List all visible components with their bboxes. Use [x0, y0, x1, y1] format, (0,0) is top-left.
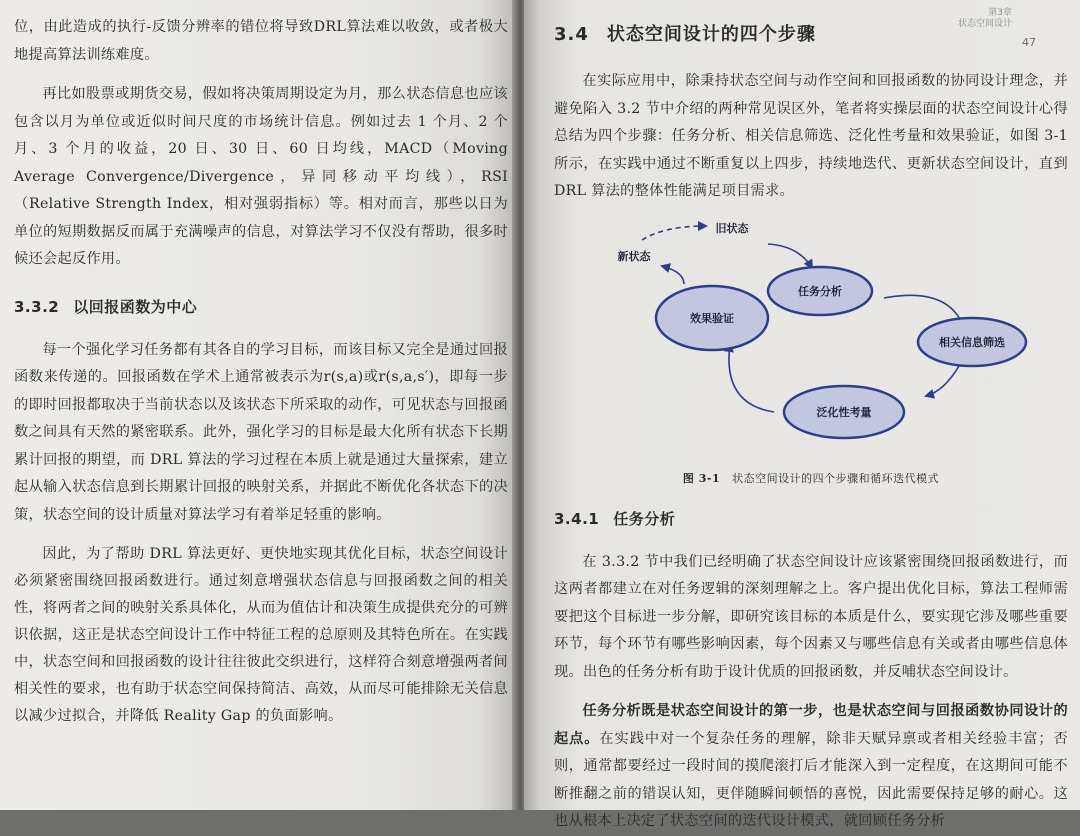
section-title: 状态空间设计的四个步骤 — [606, 24, 816, 45]
paragraph-design-principle: 因此，为了帮助 DRL 算法更好、更快地实现其优化目标，状态空间设计必须紧密围绕回报函数进行。通过刻意增强状态信息与回报函数之间的相关性，将两者之间的映射关系具体化，从而为值估计和决策生成提供充分的可辨识依据，这正是状态空间设计工作中特征工程的总原则及其特色所在。在实践中，状态空间和回报函数的设计往往彼此交织进行，这样符合刻意增强两者间相关性的要求，也有助于状态空间保持简洁、高效，从而尽可能排除无关信息以减少过拟合，并降低 Reality Gap 的负面影响。 — [14, 546, 508, 724]
section-number: 3.3.2 — [14, 297, 60, 316]
node-info-filter-label: 相关信息筛选 — [939, 335, 1005, 349]
figure-3-1 — [554, 216, 1068, 468]
arrow-old-to-task — [768, 244, 812, 268]
arrow-filter-to-general — [926, 366, 959, 396]
old-state-label: 旧状态 — [715, 221, 749, 235]
page-number: 47 — [1022, 36, 1036, 49]
paragraph-trading-example: 再比如股票或期货交易，假如将决策周期设定为月，那么状态信息也应该包含以月为单位或近似时间尺度的市场统计信息。例如过去 1 个月、2 个月、3 个月的收益，20 日、30 日、60 日均线，MACD（Moving Average Convergence/Divergence，异同移动平均线），RSI（Relative Strength Index，相对强弱指标）等。相对而言，那些以日为单位的短期数据反而属于充满噪声的信息，对算法学习不仅没有帮助，很多时候还会起反作用。 — [14, 86, 508, 267]
paragraph-continued: 位，由此造成的执行-反馈分辨率的错位将导致DRL算法难以收敛，或者极大地提高算法训练难度。 — [14, 19, 508, 63]
emphasis-first-step: 任务分析既是状态空间设计的第一步，也是状态空间与回报函数协同设计的起点。 — [554, 703, 1068, 747]
section-number: 3.4 — [554, 24, 589, 45]
paragraph-first-step — [554, 698, 1068, 836]
paragraph-first-step-rest: 在实践中对一个复杂任务的理解，除非天赋异禀或者相关经验丰富；否则，通常都要经过一段时间的摸爬滚打后才能深入到一定程度，在这期间可能不断推翻之前的错误认知，更伴随瞬间顿悟的喜悦，因此需要保持足够的耐心。这也从根本上决定了状态空间的迭代设计模式，就回顾任务分析 — [554, 730, 1068, 829]
node-validation-label: 效果验证 — [690, 311, 734, 325]
figure-caption — [554, 470, 1068, 486]
arrow-valid-to-new — [662, 266, 684, 284]
running-head-chapter: 第3章 — [988, 8, 1012, 18]
new-state-label: 新状态 — [617, 249, 651, 263]
cycle-diagram — [554, 216, 1068, 468]
paragraph-four-steps: 在实际应用中，除秉持状态空间与动作空间和回报函数的协同设计理念，并避免陷入 3.2 节中介绍的两种常见误区外，笔者将实操层面的状态空间设计心得总结为四个步骤：任务分析、相关信息筛选、泛化性考量和效果验证，如图 3-1 所示，在实践中通过不断重复以上四步，持续地迭代、更新状态空间设计，直到 DRL 算法的整体性能满足项目需求。 — [554, 73, 1068, 199]
running-head — [958, 8, 1012, 30]
section-title: 以回报函数为中心 — [73, 297, 198, 316]
subsection-number: 3.4.1 — [554, 509, 600, 528]
right-page — [524, 0, 1080, 829]
figure-caption-text: 状态空间设计的四个步骤和循环迭代模式 — [732, 471, 940, 485]
subsection-title: 任务分析 — [613, 509, 676, 528]
figure-number: 图 3-1 — [682, 471, 721, 485]
arrow-general-to-valid — [729, 344, 774, 412]
section-heading-3-3-2 — [14, 296, 508, 317]
section-heading-3-4-1 — [554, 508, 1068, 529]
running-head-title: 状态空间设计 — [957, 19, 1012, 29]
arrow-new-to-old-dashed — [642, 226, 706, 240]
paragraph-task-analysis: 在 3.3.2 节中我们已经明确了状态空间设计应该紧密围绕回报函数进行，而这两者都建立在对任务逻辑的深刻理解之上。客户提出优化目标，算法工程师需要把这个目标进一步分解，即研究该目标的本质是什么，要实现它涉及哪些重要环节，每个环节有哪些影响因素，每个因素又与哪些信息有关或者由哪些信息体现。出色的任务分析有助于设计优质的回报函数，并反哺状态空间设计。 — [554, 553, 1068, 680]
node-generalization-label: 泛化性考量 — [816, 405, 872, 419]
left-page — [0, 0, 518, 810]
node-task-analysis-label: 任务分析 — [798, 284, 842, 298]
paragraph-reward-function: 每一个强化学习任务都有其各自的学习目标，而该目标又完全是通过回报函数来传递的。回报函数在学术上通常被表示为r(s,a)或r(s,a,s′)，即每一步的即时回报都取决于当前状态以及该状态下所采取的动作，可见状态与回报函数之间具有天然的紧密联系。此外，强化学习的目标是最大化所有状态下长期累计回报的期望，而 DRL 算法的学习过程在本质上就是通过大量探索，建立起从输入状态信息到长期累计回报的映射关系，并据此不断优化各状态下的决策，状态空间的设计质量对算法学习有着举足轻重的影响。 — [14, 341, 508, 523]
